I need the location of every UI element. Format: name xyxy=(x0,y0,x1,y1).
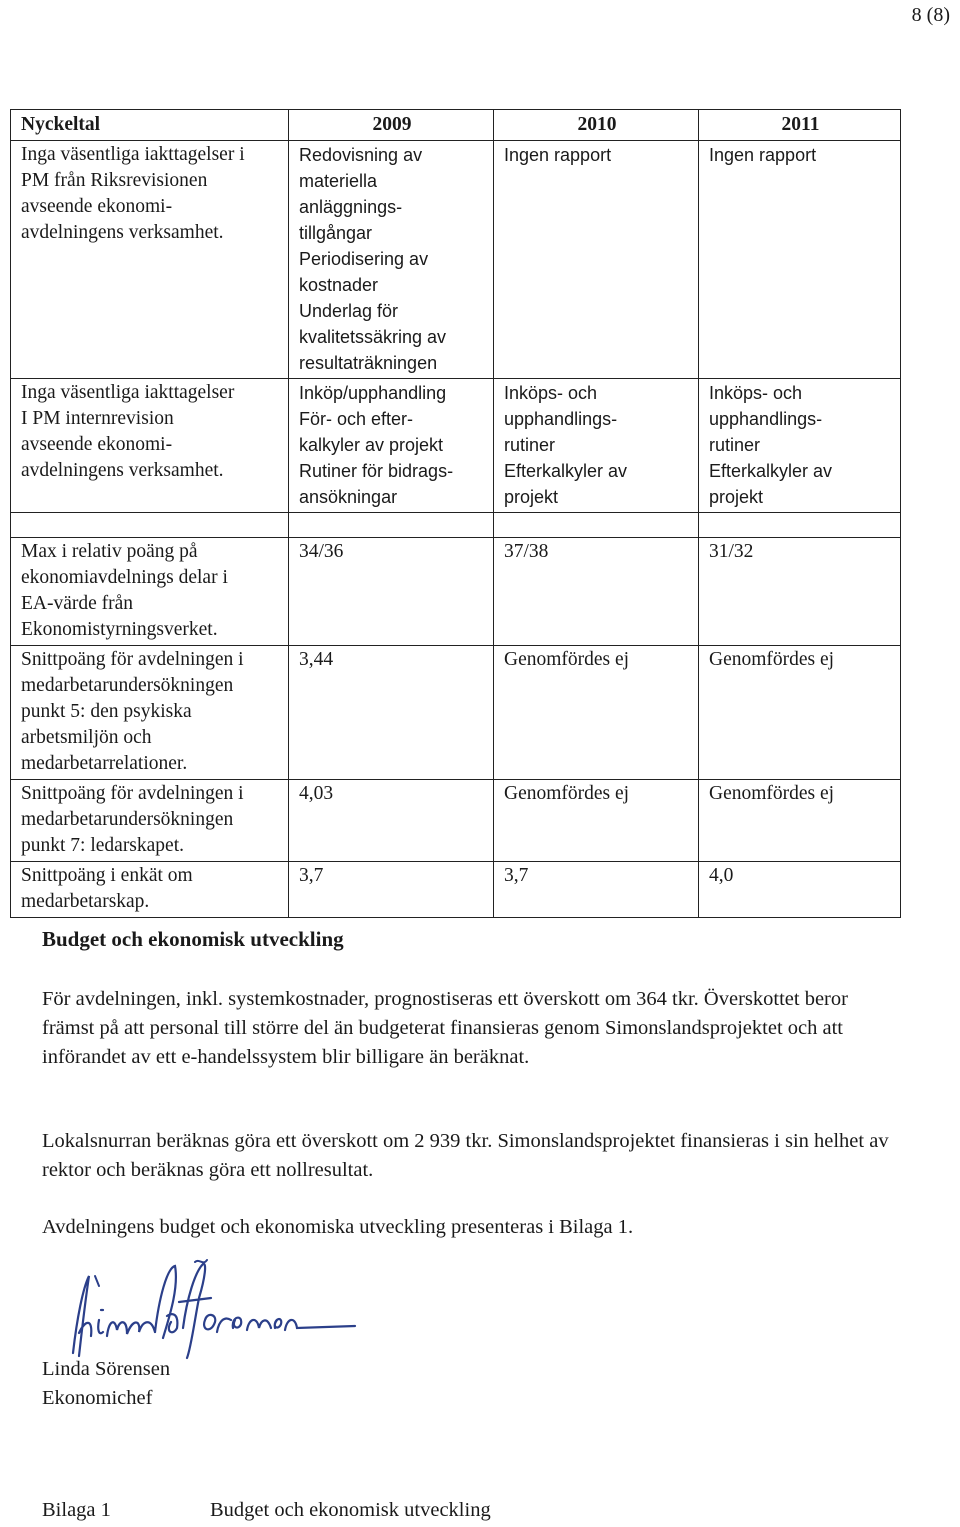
cell-text-line: Ingen rapport xyxy=(709,145,817,165)
cell-text-line: avseende ekonomi- xyxy=(21,196,173,217)
value-2011-cell xyxy=(699,379,901,513)
value-2011-cell xyxy=(699,780,901,862)
cell-text-line: medarbetarrelationer. xyxy=(21,753,188,774)
appendix-label: Bilaga 1 xyxy=(42,1499,111,1521)
cell-text-line: projekt xyxy=(709,487,764,507)
cell-text-line: resultaträkningen xyxy=(299,353,438,373)
cell-text-line: upphandlings- xyxy=(504,409,618,429)
signatory-title: Ekonomichef xyxy=(42,1387,153,1409)
value-2010-cell xyxy=(494,646,699,780)
metric-cell xyxy=(11,141,289,379)
metric-cell xyxy=(11,780,289,862)
metric-cell xyxy=(11,862,289,918)
cell-text-line: Efterkalkyler av xyxy=(504,461,628,481)
cell-text-line: Periodisering av xyxy=(299,249,429,269)
cell-text-line: Genomfördes ej xyxy=(504,783,630,804)
cell-text-line: 37/38 xyxy=(504,541,549,562)
value-2010-cell xyxy=(494,141,699,379)
value-2009-cell xyxy=(289,379,494,513)
cell-text-line: 3,44 xyxy=(299,649,334,670)
cell-text-line: avseende ekonomi- xyxy=(21,434,173,455)
cell-text-line: Inga väsentliga iakttagelser i xyxy=(21,144,245,165)
table-row xyxy=(11,379,901,513)
paragraph-lokalsnurran: Lokalsnurran beräknas göra ett överskott om 2 939 tkr. Simonslandsprojektet finansieras i sin helhet av rektor och beräknas göra ett nollresultat. xyxy=(42,1130,889,1181)
cell-text-line: punkt 7: ledarskapet. xyxy=(21,835,184,856)
cell-text-line: 4,03 xyxy=(299,783,334,804)
signatory-name: Linda Sörensen xyxy=(42,1358,171,1380)
cell-text-line: Genomfördes ej xyxy=(504,649,630,670)
table-row xyxy=(11,862,901,918)
header-2010: 2010 xyxy=(494,110,699,141)
cell-text-line: rutiner xyxy=(709,435,761,455)
cell-text-line: kostnader xyxy=(299,275,379,295)
table-header-row xyxy=(11,110,901,141)
cell-text-line: 3,7 xyxy=(299,865,324,886)
cell-text-line: arbetsmiljön och xyxy=(21,727,152,748)
cell-text-line: medarbetarskap. xyxy=(21,891,150,912)
handwritten-signature xyxy=(55,1258,425,1363)
paragraph-forecast: För avdelningen, inkl. systemkostnader, prognostiseras ett överskott om 364 tkr. Överskottet beror främst på att personal till större del än budgeterat finansieras genom Simonslandsprojektet och att införandet av ett e-handelssystem blir billigare än beräknat. xyxy=(42,988,848,1068)
cell-text-line: avdelningens verksamhet. xyxy=(21,222,224,243)
value-2009-cell xyxy=(289,141,494,379)
header-metric: Nyckeltal xyxy=(11,110,289,141)
cell-text-line: EA-värde från xyxy=(21,593,134,614)
cell-text-line: anläggnings- xyxy=(299,197,403,217)
header-2009: 2009 xyxy=(289,110,494,141)
cell-text-line: 3,7 xyxy=(504,865,529,886)
cell-text-line: Inköps- och xyxy=(504,383,598,403)
cell-text-line: kalkyler av projekt xyxy=(299,435,444,455)
cell-text-line: Redovisning av xyxy=(299,145,423,165)
cell-text-line: medarbetarundersökningen xyxy=(21,675,234,696)
value-2011-cell xyxy=(699,862,901,918)
cell-text-line: avdelningens verksamhet. xyxy=(21,460,224,481)
table-row xyxy=(11,780,901,862)
spacer-cell xyxy=(494,513,699,538)
cell-text-line: materiella xyxy=(299,171,378,191)
page-number: 8 (8) xyxy=(911,4,950,26)
value-2010-cell xyxy=(494,379,699,513)
cell-text-line: Genomfördes ej xyxy=(709,783,835,804)
cell-text-line: ekonomiavdelnings delar i xyxy=(21,567,228,588)
value-2009-cell xyxy=(289,646,494,780)
table-row xyxy=(11,141,901,379)
cell-text-line: Inga väsentliga iakttagelser xyxy=(21,382,235,403)
cell-text-line: Efterkalkyler av xyxy=(709,461,833,481)
table-row xyxy=(11,646,901,780)
cell-text-line: Inköp/upphandling xyxy=(299,383,447,403)
cell-text-line: Max i relativ poäng på xyxy=(21,541,198,562)
table-row xyxy=(11,538,901,646)
table-spacer-row xyxy=(11,513,901,538)
appendix-title: Budget och ekonomisk utveckling xyxy=(210,1499,491,1521)
cell-text-line: rutiner xyxy=(504,435,556,455)
cell-text-line: Snittpoäng för avdelningen i xyxy=(21,783,244,804)
paragraph-appendix-reference: Avdelningens budget och ekonomiska utveckling presenteras i Bilaga 1. xyxy=(42,1216,634,1238)
cell-text-line: Snittpoäng i enkät om xyxy=(21,865,193,886)
cell-text-line: 31/32 xyxy=(709,541,754,562)
cell-text-line: Inköps- och xyxy=(709,383,803,403)
cell-text-line: projekt xyxy=(504,487,559,507)
value-2010-cell xyxy=(494,780,699,862)
spacer-cell xyxy=(289,513,494,538)
metric-cell xyxy=(11,538,289,646)
cell-text-line: Ingen rapport xyxy=(504,145,612,165)
cell-text-line: Rutiner för bidrags- xyxy=(299,461,454,481)
spacer-cell xyxy=(11,513,289,538)
metric-cell xyxy=(11,646,289,780)
cell-text-line: tillgångar xyxy=(299,223,373,243)
value-2009-cell xyxy=(289,780,494,862)
cell-text-line: 34/36 xyxy=(299,541,344,562)
cell-text-line: kvalitetssäkring av xyxy=(299,327,447,347)
cell-text-line: För- och efter- xyxy=(299,409,414,429)
value-2010-cell xyxy=(494,862,699,918)
cell-text-line: I PM internrevision xyxy=(21,408,174,429)
value-2009-cell xyxy=(289,862,494,918)
value-2011-cell xyxy=(699,538,901,646)
kpi-table xyxy=(10,109,901,918)
metric-cell xyxy=(11,379,289,513)
section-title: Budget och ekonomisk utveckling xyxy=(42,927,344,951)
cell-text-line: Snittpoäng för avdelningen i xyxy=(21,649,244,670)
cell-text-line: ansökningar xyxy=(299,487,398,507)
cell-text-line: punkt 5: den psykiska xyxy=(21,701,192,722)
value-2009-cell xyxy=(289,538,494,646)
cell-text-line: 4,0 xyxy=(709,865,734,886)
value-2010-cell xyxy=(494,538,699,646)
value-2011-cell xyxy=(699,646,901,780)
cell-text-line: PM från Riksrevisionen xyxy=(21,170,208,191)
cell-text-line: upphandlings- xyxy=(709,409,823,429)
cell-text-line: Underlag för xyxy=(299,301,399,321)
cell-text-line: medarbetarundersökningen xyxy=(21,809,234,830)
header-2011: 2011 xyxy=(699,110,901,141)
value-2011-cell xyxy=(699,141,901,379)
cell-text-line: Ekonomistyrningsverket. xyxy=(21,619,218,640)
spacer-cell xyxy=(699,513,901,538)
cell-text-line: Genomfördes ej xyxy=(709,649,835,670)
